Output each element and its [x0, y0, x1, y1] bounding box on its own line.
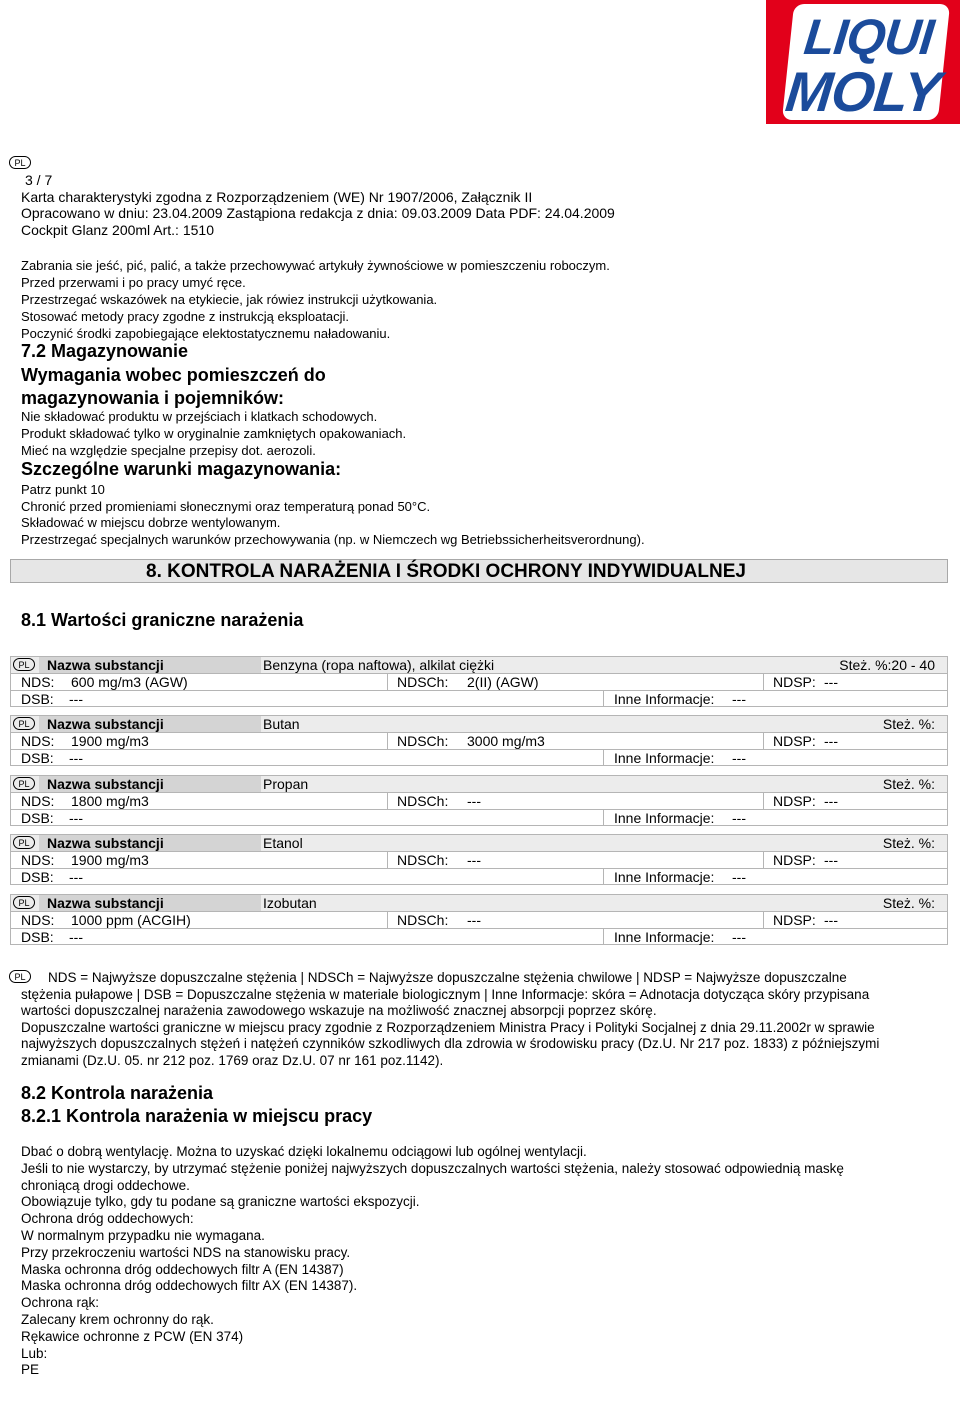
ndsp-label: NDSP: — [773, 793, 816, 809]
inne-label: Inne Informacje: — [614, 810, 715, 826]
text-line: W normalnym przypadku nie wymagana. — [21, 1227, 265, 1243]
text-line: Składować w miejscu dobrze wentylowanym. — [21, 515, 281, 531]
dsb-label: DSB: — [21, 869, 54, 885]
nds-value: 1800 mg/m3 — [71, 793, 149, 809]
text-line: Nie składować produktu w przejściach i klatkach schodowych. — [21, 409, 378, 424]
ndsp-value: --- — [824, 912, 838, 928]
substance-table — [10, 834, 948, 885]
handling-section — [21, 257, 610, 342]
section-8-2-1-title: 8.2.1 Kontrola narażenia w miejscu pracy — [21, 1106, 373, 1126]
language-badge: PL — [13, 777, 35, 790]
ndsp-label: NDSP: — [773, 674, 816, 690]
language-badge: PL — [13, 836, 35, 849]
section-8-title: 8. KONTROLA NARAŻENIA I ŚRODKI OCHRONY INDYWIDUALNEJ — [146, 561, 746, 582]
ndsch-label: NDSCh: — [397, 733, 449, 749]
special-storage-lines — [21, 482, 645, 548]
dsb-row — [10, 868, 948, 885]
ndsch-value: --- — [467, 912, 481, 928]
concentration: Steż. %: — [882, 776, 935, 792]
substance-table — [10, 715, 948, 766]
text-line: Zabrania sie jeść, pić, palić, a także przechowywać artykuły żywnościowe w pomieszczeniu roboczym. — [21, 258, 610, 273]
dsb-label: DSB: — [21, 691, 54, 707]
logo-line-2: MOLY — [782, 60, 944, 123]
dsb-value: --- — [69, 869, 83, 885]
text-line: Dbać o dobrą wentylację. Można to uzyskać dzięki lokalnemu odciągowi lub ogólnej wentylacji. — [21, 1144, 587, 1159]
dsb-value: --- — [69, 750, 83, 766]
text-line: Maska ochronna dróg oddechowych filtr A (EN 14387) — [21, 1261, 344, 1277]
special-storage-heading: Szczególne warunki magazynowania: — [21, 459, 342, 479]
ndsp-value: --- — [824, 793, 838, 809]
substance-name-row — [10, 715, 948, 732]
nds-value: 1900 mg/m3 — [71, 733, 149, 749]
ndsch-value: --- — [467, 793, 481, 809]
limits-row — [10, 792, 948, 809]
dsb-value: --- — [69, 929, 83, 945]
language-badge: PL — [9, 970, 31, 983]
dsb-value: --- — [69, 810, 83, 826]
text-line: Przestrzegać specjalnych warunków przechowywania (np. w Niemczech wg Betriebssicherheitsverordnung). — [21, 531, 645, 547]
substance-table — [10, 775, 948, 826]
substance-name-row — [10, 894, 948, 911]
text-line: Poczynić środki zapobiegające elektostatycznemu naładowaniu. — [21, 326, 391, 341]
nds-label: NDS: — [21, 912, 55, 928]
limits-row — [10, 732, 948, 749]
inne-label: Inne Informacje: — [614, 869, 715, 885]
text-line: Ochrona dróg oddechowych: — [21, 1211, 194, 1227]
text-line: Jeśli to nie wystarczy, by utrzymać stężenie poniżej najwyższych dopuszczalnych wartości stężenia, należy stosować odpowiednią maskę — [21, 1160, 844, 1176]
text-line: Obowiązuje tylko, gdy tu podane są graniczne wartości ekspozycji. — [21, 1194, 420, 1210]
substance-name: Benzyna (ropa naftowa), alkilat ciężki — [263, 657, 495, 673]
substance-table — [10, 894, 948, 945]
nds-label: NDS: — [21, 733, 55, 749]
concentration: Steż. %: — [882, 835, 935, 851]
text-line: Przestrzegać wskazówek na etykiecie, jak rówiez instrukcji użytkowania. — [21, 292, 438, 307]
ndsp-label: NDSP: — [773, 912, 816, 928]
text-line: Lub: — [21, 1345, 48, 1361]
dates-line: Opracowano w dniu: 23.04.2009 Zastąpiona redakcja z dnia: 09.03.2009 Data PDF: 24.04.2009 — [21, 205, 615, 221]
ndsch-value: 2(II) (AGW) — [467, 674, 539, 690]
text-line: PE — [21, 1362, 40, 1378]
inne-label: Inne Informacje: — [614, 750, 715, 766]
text-line: Rękawice ochronne z PCW (EN 374) — [21, 1328, 244, 1344]
text-line: Produkt składować tylko w oryginalnie zamkniętych opakowaniach. — [21, 426, 407, 441]
storage-requirements — [21, 408, 406, 459]
text-line: Maska ochronna dróg oddechowych filtr AX (EN 14387). — [21, 1278, 358, 1294]
dsb-label: DSB: — [21, 929, 54, 945]
nds-value: 1900 mg/m3 — [71, 852, 149, 868]
substance-name-row — [10, 834, 948, 851]
substance-name: Etanol — [263, 835, 303, 851]
dsb-row — [10, 749, 948, 766]
text-line: NDS = Najwyższe dopuszczalne stężenia | NDSCh = Najwyższe dopuszczalne stężenia chwilowe | NDSP = Najwyższe dopuszczalne — [48, 970, 847, 985]
substance-table — [10, 656, 948, 707]
concentration: Steż. %:20 - 40 — [839, 657, 935, 673]
ndsch-label: NDSCh: — [397, 793, 449, 809]
text-line: chroniącą drogi oddechowe. — [21, 1177, 190, 1193]
dsb-row — [10, 809, 948, 826]
section-7-2-title: 7.2 Magazynowanie — [21, 341, 189, 361]
substance-name-row — [10, 775, 948, 792]
legend-text — [21, 970, 941, 1069]
ndsch-label: NDSCh: — [397, 912, 449, 928]
substance-name: Butan — [263, 716, 300, 732]
ndsp-value: --- — [824, 733, 838, 749]
text-line: Przy przekroczeniu wartości NDS na stanowisku pracy. — [21, 1244, 351, 1260]
workplace-control-text — [21, 1144, 844, 1379]
text-line: stężenia pułapowe | DSB = Dopuszczalne stężenia w materiale biologicznym | Inne Informacje: skóra = Adnotacja dotycząca skóry przypisana — [21, 986, 870, 1002]
substance-name: Izobutan — [263, 895, 317, 911]
text-line: Zalecany krem ochronny do rąk. — [21, 1311, 214, 1327]
text-line: Mieć na względzie specjalne przepisy dot. aerozoli. — [21, 443, 316, 458]
inne-label: Inne Informacje: — [614, 929, 715, 945]
concentration: Steż. %: — [882, 716, 935, 732]
nds-label: NDS: — [21, 674, 55, 690]
substance-name-label: Nazwa substancji — [39, 895, 261, 911]
section-8-bar — [10, 559, 948, 583]
text-line: Chronić przed promieniami słonecznymi oraz temperaturą ponad 50°C. — [21, 498, 431, 514]
substance-name: Propan — [263, 776, 309, 792]
storage-requirements-heading — [21, 364, 326, 410]
limits-row — [10, 911, 948, 928]
substance-name-label: Nazwa substancji — [39, 835, 261, 851]
inne-value: --- — [732, 750, 746, 766]
section-8-1-title: 8.1 Wartości graniczne narażenia — [21, 610, 304, 630]
ndsch-value: --- — [467, 852, 481, 868]
ndsp-label: NDSP: — [773, 852, 816, 868]
heading-line: magazynowania i pojemników: — [21, 388, 285, 408]
limits-row — [10, 673, 948, 690]
text-line: Ochrona rąk: — [21, 1295, 100, 1311]
text-line: najwyższych dopuszczalnych stężeń i natężeń czynników szkodliwych dla zdrowia w środowisku pracy (Dz.U. Nr 217 poz. 1833) z późniejszymi — [21, 1036, 880, 1051]
section-8-2-title: 8.2 Kontrola narażenia — [21, 1083, 214, 1103]
ndsch-label: NDSCh: — [397, 852, 449, 868]
dsb-label: DSB: — [21, 750, 54, 766]
nds-value: 600 mg/m3 (AGW) — [71, 674, 188, 690]
text-line: Patrz punkt 10 — [21, 482, 105, 497]
language-badge: PL — [13, 717, 35, 730]
text-line: Dopuszczalne wartości graniczne w miejscu pracy zgodnie z Rozporządzeniem Ministra Pracy i Polityki Socjalnej z dnia 29.11.2002r w sprawie — [21, 1019, 875, 1035]
regulation-line: Karta charakterystyki zgodna z Rozporządzeniem (WE) Nr 1907/2006, Załącznik II — [21, 188, 533, 205]
ndsp-value: --- — [824, 674, 838, 690]
logo-line-1: LIQUI — [801, 9, 936, 65]
inne-label: Inne Informacje: — [614, 691, 715, 707]
heading-line: Wymagania wobec pomieszczeń do — [21, 365, 326, 385]
text-line: zmianami (Dz.U. 05. nr 212 poz. 1769 oraz Dz.U. 07 nr 161 poz.1142). — [21, 1052, 444, 1068]
text-line: Przed przerwami i po pracy umyć ręce. — [21, 275, 246, 290]
inne-value: --- — [732, 929, 746, 945]
nds-value: 1000 ppm (ACGIH) — [71, 912, 191, 928]
ndsp-value: --- — [824, 852, 838, 868]
nds-label: NDS: — [21, 852, 55, 868]
language-badge: PL — [13, 896, 35, 909]
dsb-row — [10, 690, 948, 707]
dsb-row — [10, 928, 948, 945]
inne-value: --- — [732, 869, 746, 885]
language-badge: PL — [13, 658, 35, 671]
nds-label: NDS: — [21, 793, 55, 809]
document-header — [21, 172, 615, 238]
substance-name-label: Nazwa substancji — [39, 716, 261, 732]
substance-name-label: Nazwa substancji — [39, 776, 261, 792]
text-line: Stosować metody pracy zgodne z instrukcją eksploatacji. — [21, 309, 350, 324]
ndsch-value: 3000 mg/m3 — [467, 733, 545, 749]
inne-value: --- — [732, 691, 746, 707]
substance-name-row — [10, 656, 948, 673]
inne-value: --- — [732, 810, 746, 826]
liqui-moly-logo — [766, 0, 960, 124]
substance-name-label: Nazwa substancji — [39, 657, 261, 673]
text-line: wartości dopuszczalnej narażenia zawodowego wskazuje na możliwość znacznej absorpcji poprzez skórę. — [21, 1003, 657, 1018]
ndsp-label: NDSP: — [773, 733, 816, 749]
ndsch-label: NDSCh: — [397, 674, 449, 690]
dsb-value: --- — [69, 691, 83, 707]
language-badge: PL — [9, 156, 31, 169]
dsb-label: DSB: — [21, 810, 54, 826]
product-line: Cockpit Glanz 200ml Art.: 1510 — [21, 221, 214, 238]
concentration: Steż. %: — [882, 895, 935, 911]
limits-row — [10, 851, 948, 868]
page-number: 3 / 7 — [25, 172, 53, 188]
